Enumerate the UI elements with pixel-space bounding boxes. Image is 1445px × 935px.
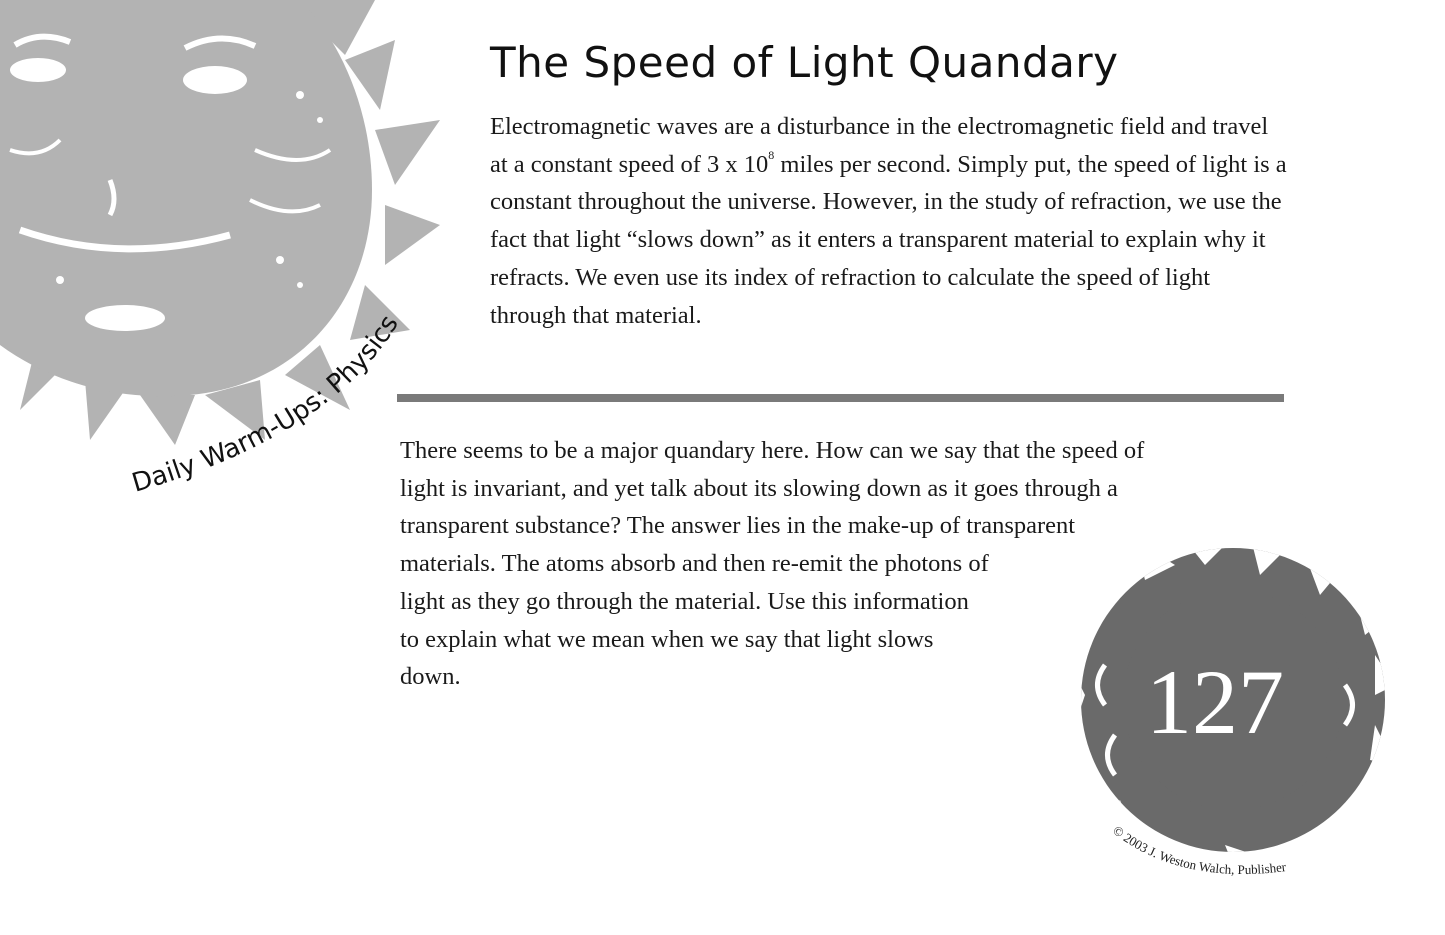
intro-text-part-1: Electromagnetic waves are a disturbance in the electromagnetic field and travel at a constant speed of 3 x 10 (490, 113, 1269, 178)
question-line: transparent substance? The answer lies in the make-up of transparent (400, 512, 1076, 540)
intro-text-part-2: miles per second. Simply put, the speed of light is a constant throughout the universe. However, in the study of refraction, we use the fact that light “slows down” as it enters a transparent material to explain why it refracts. We even use its index of refraction to calculate the speed of light through that material. (490, 150, 1287, 329)
intro-paragraph (490, 108, 1290, 334)
question-line: There seems to be a major quandary here. How can we say that the speed of (400, 437, 1145, 464)
question-line: to explain what we mean when we say that light slows (400, 625, 934, 653)
question-line: materials. The atoms absorb and then re-emit the photons of (400, 550, 989, 578)
sun-badge-icon (1075, 535, 1395, 865)
sun-face-icon (0, 0, 460, 520)
question-line: down. (400, 663, 461, 691)
copyright-text: © 2003 J. Weston Walch, Publisher (1110, 822, 1287, 878)
series-label: Daily Warm-Ups: Physics (128, 309, 405, 499)
question-line: light as they go through the material. Use this information (400, 587, 969, 615)
warmup-number: 127 (1146, 651, 1284, 753)
question-line: light is invariant, and yet talk about its slowing down as it goes through a (400, 474, 1118, 502)
section-divider (397, 394, 1284, 402)
intro-exponent: 8 (768, 147, 775, 162)
copyright-arc (1100, 820, 1320, 900)
page-title: The Speed of Light Quandary (490, 38, 1119, 87)
